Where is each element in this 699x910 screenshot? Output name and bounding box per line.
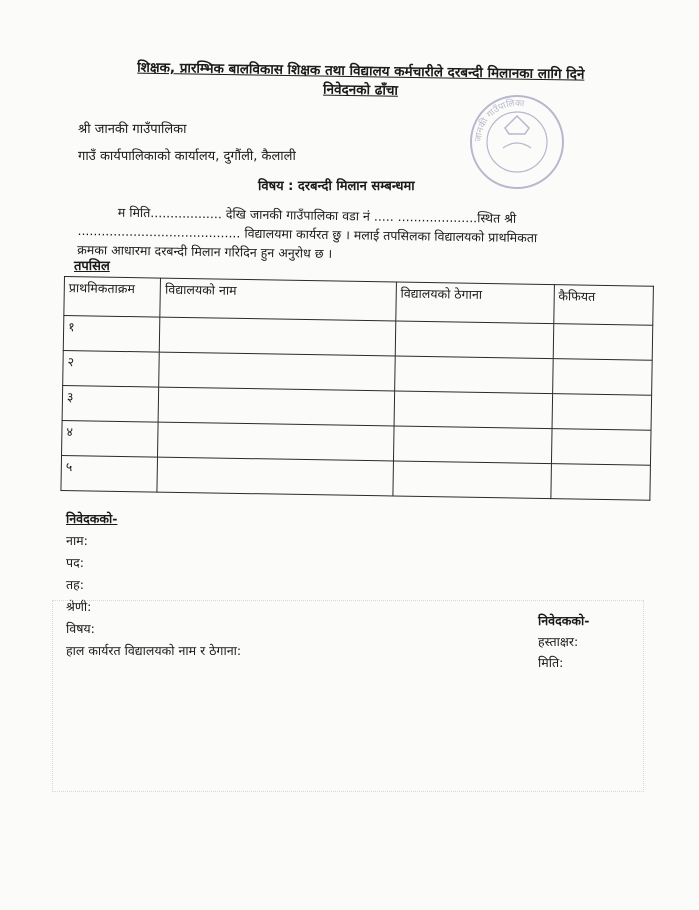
header-remarks: कैफियत: [553, 285, 653, 326]
field-signature: हस्ताक्षर:: [538, 634, 579, 649]
cell-school-address[interactable]: [395, 321, 553, 359]
field-level: तह:: [66, 577, 84, 592]
header-school-address: विद्यालयको ठेगाना: [396, 282, 555, 324]
schedule-label: तपसिल: [74, 259, 110, 274]
cell-school-name[interactable]: [158, 387, 394, 426]
row-number: १: [63, 316, 160, 353]
row-number: ४: [62, 420, 159, 457]
body-line-3: क्रमका आधारमा दरबन्दी मिलान गरिदिन हुन अनुरोध छ ।: [77, 241, 333, 261]
row-number: २: [63, 350, 160, 387]
addressee-line-1: श्री जानकी गाउँपालिका: [78, 122, 187, 137]
header-priority: प्राथमिकताक्रम: [64, 277, 161, 318]
field-subject: विषय:: [66, 621, 95, 636]
cell-remarks[interactable]: [552, 359, 652, 396]
field-current-school: हाल कार्यरत विद्यालयको नाम र ठेगाना:: [66, 643, 242, 658]
seal-text: जानकी गाउँपालिका: [473, 98, 525, 143]
field-date: मिति:: [538, 655, 564, 670]
cell-school-address[interactable]: [393, 426, 551, 464]
cell-school-name[interactable]: [157, 457, 393, 496]
cell-school-address[interactable]: [394, 356, 552, 394]
body-line-2: ......................................... विद्यालयमा कार्यरत छु । मलाई तपसिलका विद्यालयको प्राथमिकता: [77, 222, 538, 246]
cell-school-name[interactable]: [160, 317, 396, 356]
addressee-line-2: गाउँ कार्यपालिकाको कार्यालय, दुगौंली, कैलाली: [78, 149, 296, 164]
cell-school-address[interactable]: [394, 391, 552, 429]
row-number: ५: [61, 455, 158, 492]
office-seal: [467, 92, 567, 192]
body-line-1: म मिति.................. देखि जानकी गाउँपालिका वडा नं ..... ....................स्थित श्री: [117, 204, 517, 226]
cell-remarks[interactable]: [553, 324, 653, 361]
cell-remarks[interactable]: [552, 394, 652, 431]
cell-school-name[interactable]: [158, 422, 394, 461]
bleed-through-table: [52, 600, 644, 792]
body-paragraph: [77, 202, 633, 268]
svg-text:जानकी गाउँपालिका: [474, 97, 525, 143]
cell-remarks[interactable]: [551, 429, 651, 466]
header-school-name: विद्यालयको नाम: [160, 278, 396, 321]
cell-remarks[interactable]: [551, 464, 651, 501]
signature-heading: निवेदकको-: [538, 613, 590, 628]
title-line-1: शिक्षक, प्रारम्भिक बालविकास शिक्षक तथा विद्यालय कर्मचारीले दरबन्दी मिलानका लागि दिने: [137, 59, 585, 83]
cell-school-address[interactable]: [393, 461, 551, 499]
row-number: ३: [62, 385, 159, 422]
cell-school-name[interactable]: [159, 352, 395, 391]
subject-line: विषय : दरबन्दी मिलान सम्बन्धमा: [258, 179, 415, 194]
field-grade: श्रेणी:: [66, 599, 92, 614]
title-line-2: निवेदनको ढाँचा: [322, 81, 399, 99]
field-name: नाम:: [66, 533, 88, 548]
priority-table: [60, 276, 653, 501]
applicant-heading: निवेदकको-: [66, 511, 118, 526]
field-post: पद:: [66, 555, 84, 570]
